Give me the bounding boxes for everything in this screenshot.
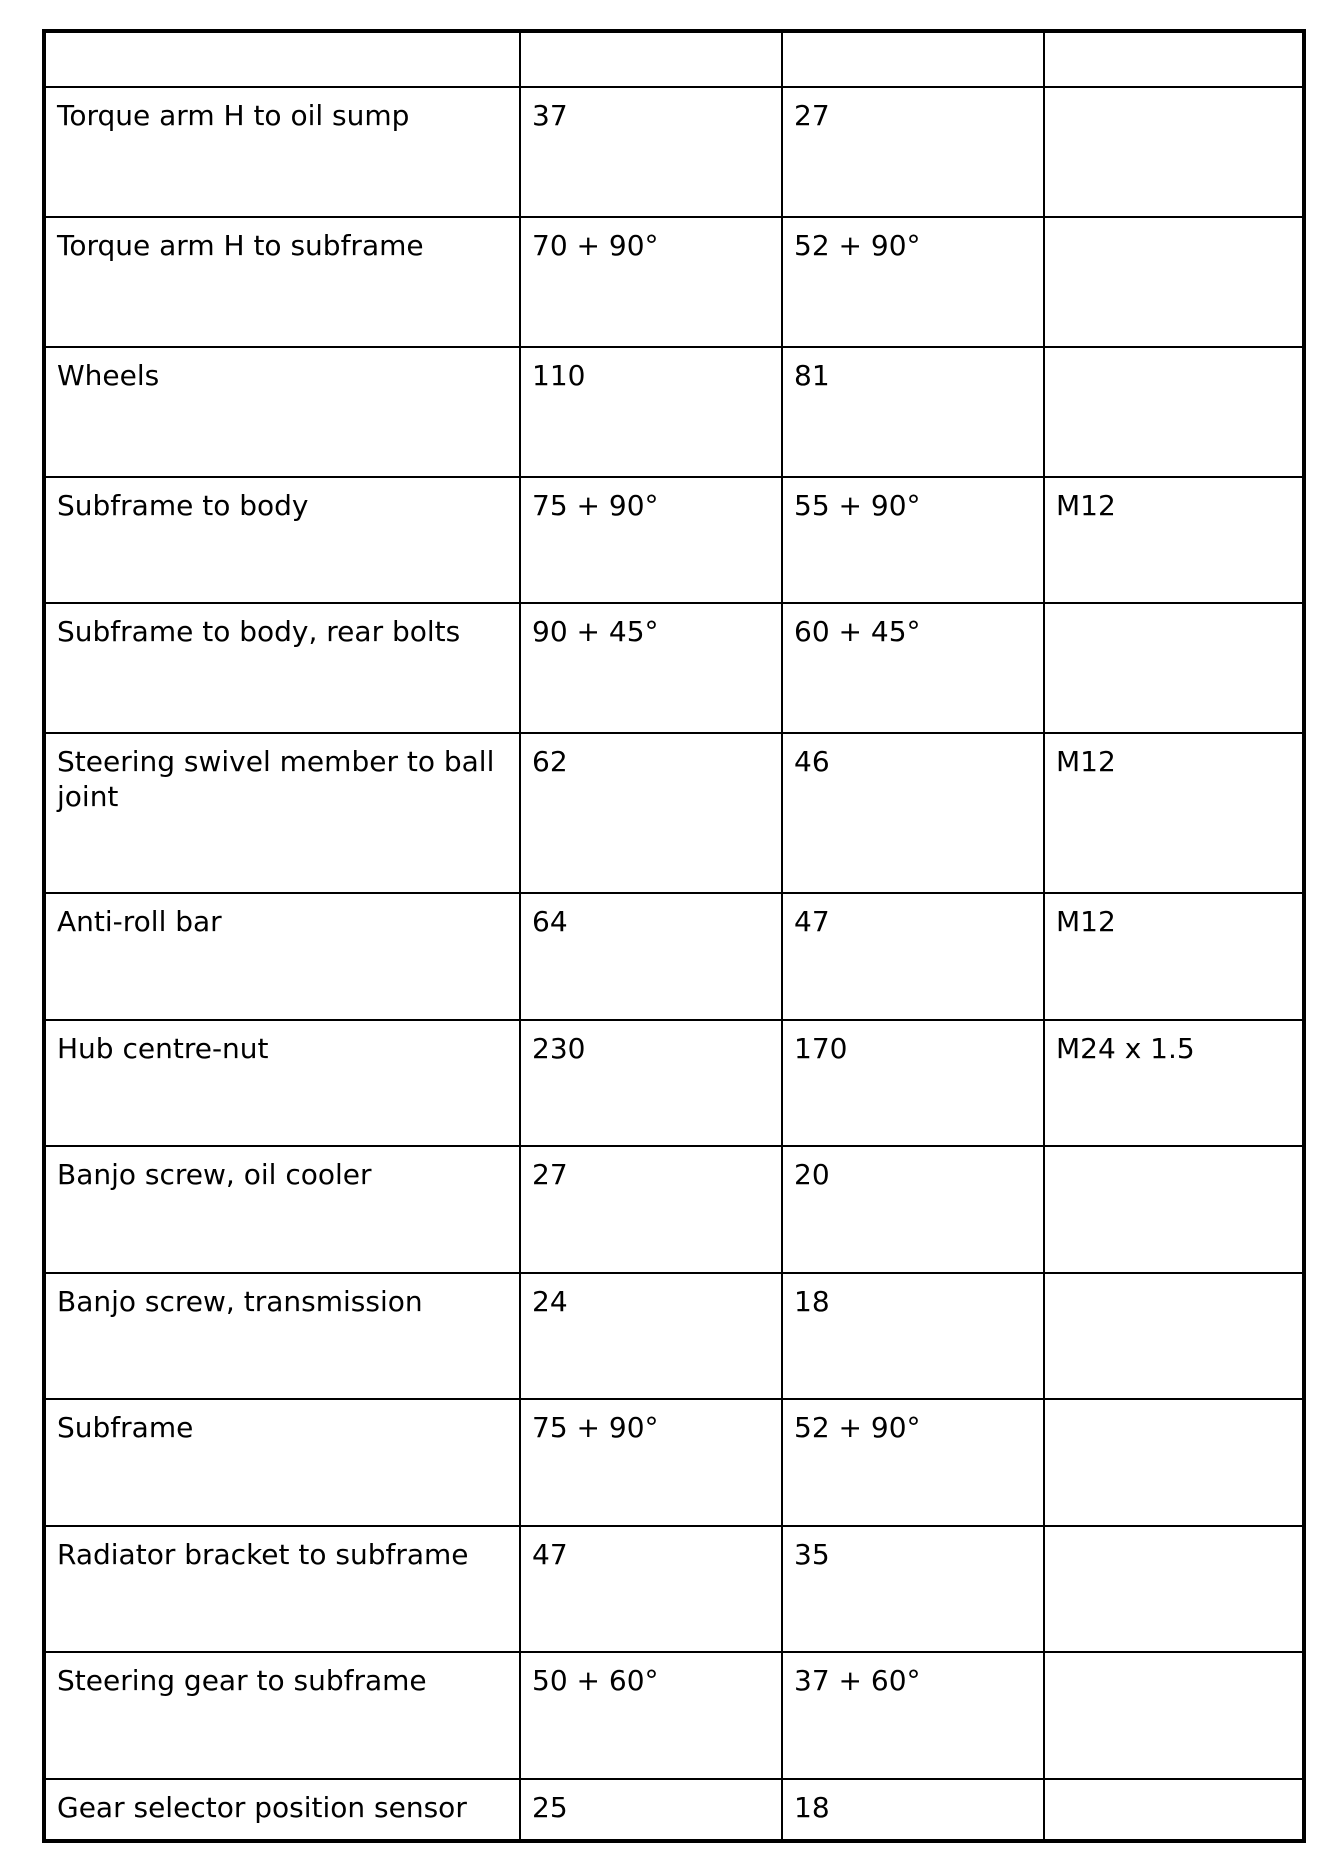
table-row (44, 1652, 1304, 1779)
table-row (44, 1020, 1304, 1146)
thread-cell (1044, 1399, 1304, 1526)
thread-cell (1044, 347, 1304, 477)
component-cell: Subframe to body (44, 477, 520, 603)
torque-nm-cell: 62 (520, 733, 782, 893)
torque-lbf-cell: 60 + 45° (782, 603, 1044, 733)
thread-cell: M12 (1044, 477, 1304, 603)
header-cell (782, 31, 1044, 87)
thread-cell (1044, 217, 1304, 347)
thread-cell (1044, 1652, 1304, 1779)
torque-nm-cell: 50 + 60° (520, 1652, 782, 1779)
thread-cell: M12 (1044, 893, 1304, 1020)
torque-lbf-cell: 47 (782, 893, 1044, 1020)
torque-nm-cell: 25 (520, 1779, 782, 1841)
thread-cell (1044, 1146, 1304, 1273)
table-row (44, 87, 1304, 217)
header-cell (520, 31, 782, 87)
table-row (44, 217, 1304, 347)
torque-nm-cell: 90 + 45° (520, 603, 782, 733)
torque-lbf-cell: 55 + 90° (782, 477, 1044, 603)
thread-cell (1044, 1779, 1304, 1841)
torque-nm-cell: 75 + 90° (520, 477, 782, 603)
thread-cell (1044, 603, 1304, 733)
torque-spec-table (42, 29, 1306, 1843)
component-cell: Steering gear to subframe (44, 1652, 520, 1779)
table-row (44, 1779, 1304, 1841)
header-cell (44, 31, 520, 87)
torque-lbf-cell: 37 + 60° (782, 1652, 1044, 1779)
table-row (44, 1399, 1304, 1526)
component-cell: Anti-roll bar (44, 893, 520, 1020)
torque-nm-cell: 230 (520, 1020, 782, 1146)
torque-nm-cell: 27 (520, 1146, 782, 1273)
table-row (44, 603, 1304, 733)
table-row (44, 477, 1304, 603)
torque-lbf-cell: 27 (782, 87, 1044, 217)
torque-lbf-cell: 170 (782, 1020, 1044, 1146)
table-row (44, 893, 1304, 1020)
torque-nm-cell: 64 (520, 893, 782, 1020)
thread-cell (1044, 87, 1304, 217)
torque-lbf-cell: 46 (782, 733, 1044, 893)
table-row (44, 1526, 1304, 1652)
torque-nm-cell: 110 (520, 347, 782, 477)
component-cell: Wheels (44, 347, 520, 477)
torque-nm-cell: 47 (520, 1526, 782, 1652)
torque-nm-cell: 75 + 90° (520, 1399, 782, 1526)
header-cell (1044, 31, 1304, 87)
component-cell: Gear selector position sensor (44, 1779, 520, 1841)
component-cell: Banjo screw, oil cooler (44, 1146, 520, 1273)
component-cell: Torque arm H to subframe (44, 217, 520, 347)
thread-cell: M12 (1044, 733, 1304, 893)
torque-nm-cell: 24 (520, 1273, 782, 1399)
component-cell: Torque arm H to oil sump (44, 87, 520, 217)
torque-lbf-cell: 52 + 90° (782, 1399, 1044, 1526)
torque-lbf-cell: 52 + 90° (782, 217, 1044, 347)
table-row (44, 1146, 1304, 1273)
component-cell: Subframe (44, 1399, 520, 1526)
table-header-row (44, 31, 1304, 87)
thread-cell (1044, 1526, 1304, 1652)
torque-lbf-cell: 18 (782, 1779, 1044, 1841)
torque-lbf-cell: 20 (782, 1146, 1044, 1273)
component-cell: Banjo screw, transmission (44, 1273, 520, 1399)
table-row (44, 1273, 1304, 1399)
thread-cell (1044, 1273, 1304, 1399)
component-cell: Steering swivel member to ball joint (44, 733, 520, 893)
component-cell: Radiator bracket to subframe (44, 1526, 520, 1652)
table-row (44, 733, 1304, 893)
table-row (44, 347, 1304, 477)
torque-nm-cell: 37 (520, 87, 782, 217)
component-cell: Subframe to body, rear bolts (44, 603, 520, 733)
torque-lbf-cell: 35 (782, 1526, 1044, 1652)
torque-nm-cell: 70 + 90° (520, 217, 782, 347)
torque-lbf-cell: 81 (782, 347, 1044, 477)
thread-cell: M24 x 1.5 (1044, 1020, 1304, 1146)
component-cell: Hub centre-nut (44, 1020, 520, 1146)
torque-lbf-cell: 18 (782, 1273, 1044, 1399)
